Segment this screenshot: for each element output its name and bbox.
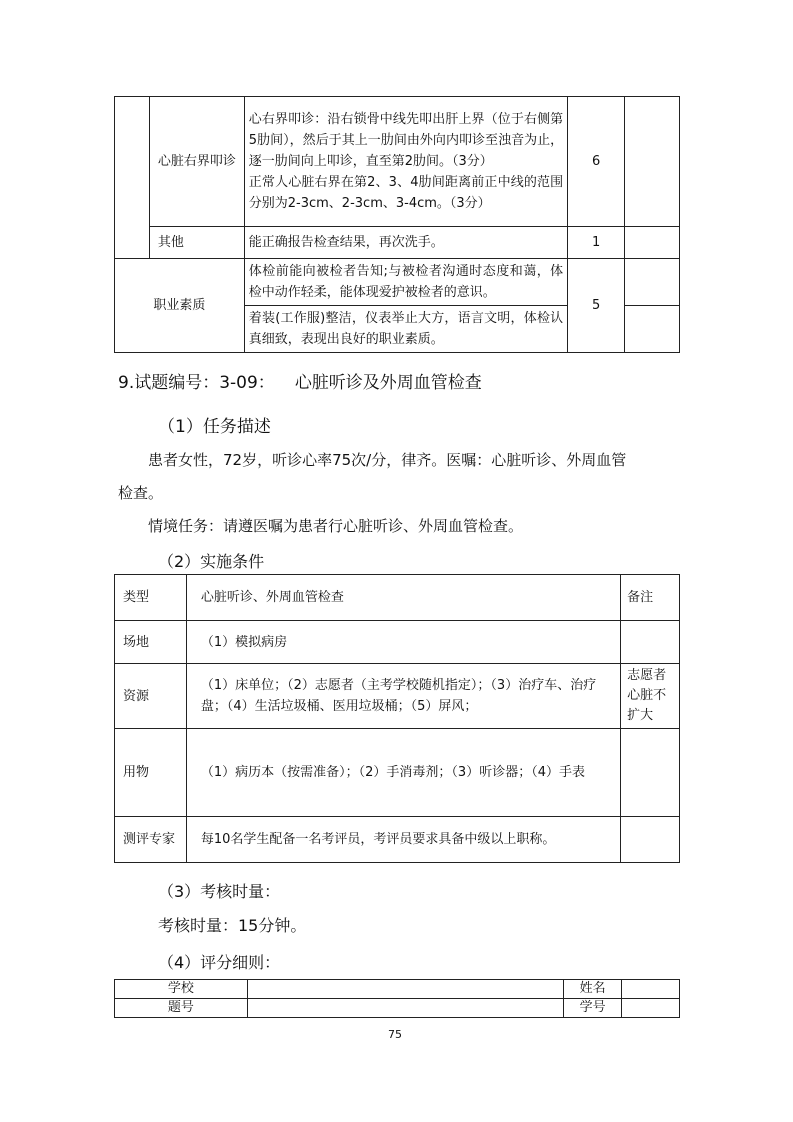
criteria-line: 正常人心脏右界在第2、3、4肋间距离前正中线的范围分别为2-3cm、2-3cm、3-4cm。（3分）	[248, 175, 564, 211]
row-label: 用物	[115, 729, 187, 817]
criteria-text: 体检前能向被检者告知;与被检者沟通时态度和蔼，体检中动作轻柔，能体现爱护被检者的意识。	[244, 259, 567, 306]
task-paragraph-cont: 检查。	[118, 484, 164, 502]
row-content: （1）模拟病房	[186, 621, 620, 664]
table-row	[115, 621, 680, 664]
section-subtitle: 心脏听诊及外周血管检查	[294, 373, 482, 393]
rules-heading: （4）评分细则：	[158, 953, 281, 972]
criteria-text	[244, 97, 567, 227]
row-note	[621, 817, 680, 863]
student-no-label: 学号	[564, 999, 622, 1018]
table-row	[115, 259, 680, 306]
deduction-cell	[625, 227, 680, 259]
time-text: 考核时量：15分钟。	[158, 916, 307, 935]
conditions-heading: （2）实施条件	[158, 552, 265, 571]
row-content: （1）床单位；（2）志愿者（主考学校随机指定）；（3）治疗车、治疗盘；（4）生活垃圾桶、医用垃圾桶；（5）屏风；	[186, 664, 620, 729]
table-header-row	[115, 575, 680, 621]
task-paragraph: 患者女性，72岁，听诊心率75次/分，律齐。医嘱：心脏听诊、外周血管	[148, 451, 627, 469]
student-no-value	[622, 999, 680, 1018]
section-title	[118, 368, 482, 393]
header-content: 心脏听诊、外周血管检查	[186, 575, 620, 621]
deduction-cell	[625, 259, 680, 306]
item-label: 心脏右界叩诊	[149, 97, 244, 227]
header-type: 类型	[115, 575, 187, 621]
row-label: 测评专家	[115, 817, 187, 863]
table-row	[115, 227, 680, 259]
table-row	[115, 980, 680, 999]
row-label: 场地	[115, 621, 187, 664]
row-content: 每10名学生配备一名考评员，考评员要求具备中级以上职称。	[186, 817, 620, 863]
score-cell: 1	[568, 227, 625, 259]
row-note: 志愿者心脏不扩大	[621, 664, 680, 729]
table-row	[115, 817, 680, 863]
name-label: 姓名	[564, 980, 622, 999]
school-label: 学校	[115, 980, 248, 999]
table-row	[115, 664, 680, 729]
table-row	[115, 729, 680, 817]
scoring-table-continued	[114, 96, 680, 353]
criteria-text: 能正确报告检查结果，再次洗手。	[244, 227, 567, 259]
row-content: （1）病历本（按需准备）；（2）手消毒剂；（3）听诊器；（4）手表	[186, 729, 620, 817]
deduction-cell	[625, 306, 680, 353]
question-no-value	[247, 999, 563, 1018]
page-number: 75	[388, 1028, 402, 1041]
question-no-label: 题号	[115, 999, 248, 1018]
score-cell: 6	[568, 97, 625, 227]
table-row	[115, 97, 680, 227]
conditions-table	[114, 574, 680, 863]
row-label: 资源	[115, 664, 187, 729]
task-heading: （1）任务描述	[158, 417, 271, 437]
rules-header-table	[114, 979, 680, 1018]
row-note	[621, 621, 680, 664]
item-label: 其他	[149, 227, 244, 259]
score-cell: 5	[568, 259, 625, 353]
item-label: 职业素质	[115, 259, 245, 353]
section-number: 9.试题编号：3-09：	[118, 373, 275, 393]
name-value	[622, 980, 680, 999]
deduction-cell	[625, 97, 680, 227]
criteria-line: 心右界叩诊：沿右锁骨中线先叩出肝上界（位于右侧第5肋间），然后于其上一肋间由外向内叩诊至浊音为止，逐一肋间向上叩诊，直至第2肋间。（3分）	[248, 112, 564, 169]
header-note: 备注	[621, 575, 680, 621]
time-heading: （3）考核时量：	[158, 882, 281, 901]
scenario-paragraph: 情境任务：请遵医嘱为患者行心脏听诊、外周血管检查。	[148, 517, 524, 535]
criteria-text: 着装(工作服)整洁，仪表举止大方，语言文明，体检认真细致，表现出良好的职业素质。	[244, 306, 567, 353]
table-row	[115, 999, 680, 1018]
row-note	[621, 729, 680, 817]
school-value	[247, 980, 563, 999]
category-cell	[115, 97, 150, 259]
